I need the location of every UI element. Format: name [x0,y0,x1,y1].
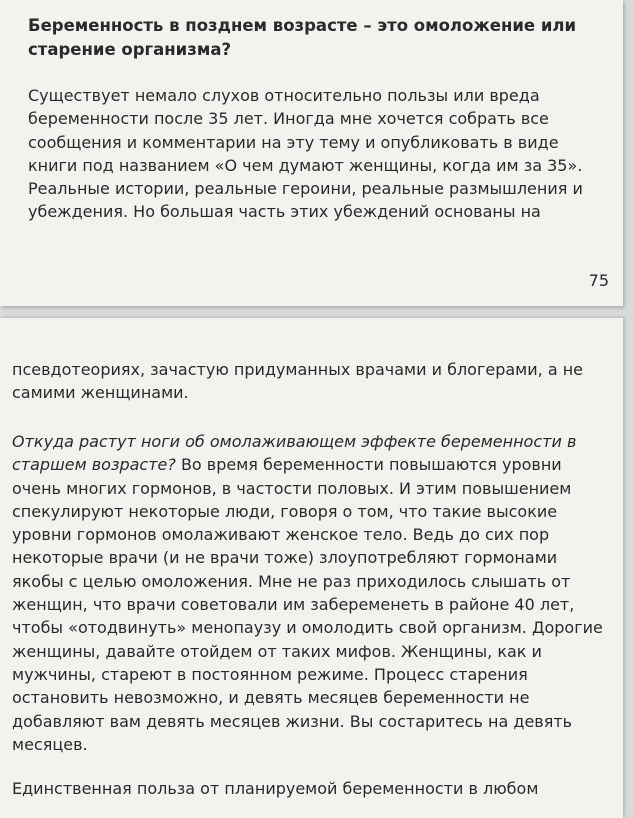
italic-question: Откуда растут ноги об омолаживающем эффекте беременности в старшем возрасте? [12,432,577,475]
page-number: 75 [588,271,609,290]
top-paragraph: Существует немало слухов относительно пользы или вреда беременности после 35 лет. Иногда мне хочется собрать все сообщения и комментарии на эту тему и опубликовать в виде книги под названием «О чем думают женщины, когда им за 35». Реальные истории, реальные героини, реальные размышления и убеждения. Но большая часть этих убеждений основаны на [28,86,583,222]
paragraph-2-body: Во время беременности повышаются уровни очень многих гормонов, в частости половых. И этим повышением спекулируют некоторые люди, говоря о том, что такие высокие уровни гормонов омолаживают женское тело. Ведь до сих пор некоторые врачи (и не врачи тоже) злоупотребляют гормонами якобы с целью омоложения. Мне не раз приходилось слышать от женщин, что врачи советовали им забеременеть в районе 40 лет, чтобы «отодвинуть» менопаузу и омолодить свой организм. Дорогие женщины, давайте отойдем от таких мифов. Женщины, как и мужчины, стареют в постоянном режиме. Процесс старения остановить невозможно, и девять месяцев беременности не добавляют вам девять месяцев жизни. Вы состаритесь на девять месяцев. [12,455,603,754]
page-bottom [0,318,623,818]
page-top [0,0,623,306]
bottom-paragraph-2 [12,430,612,756]
bottom-paragraph-1: псевдотеориях, зачастую придуманных врачами и блогерами, а не самими женщинами. [12,360,584,403]
chapter-heading: Беременность в позднем возрасте – это омоложение или старение организма? [28,16,577,59]
bottom-paragraph-3: Единственная польза от планируемой беременности в любом [12,779,539,798]
